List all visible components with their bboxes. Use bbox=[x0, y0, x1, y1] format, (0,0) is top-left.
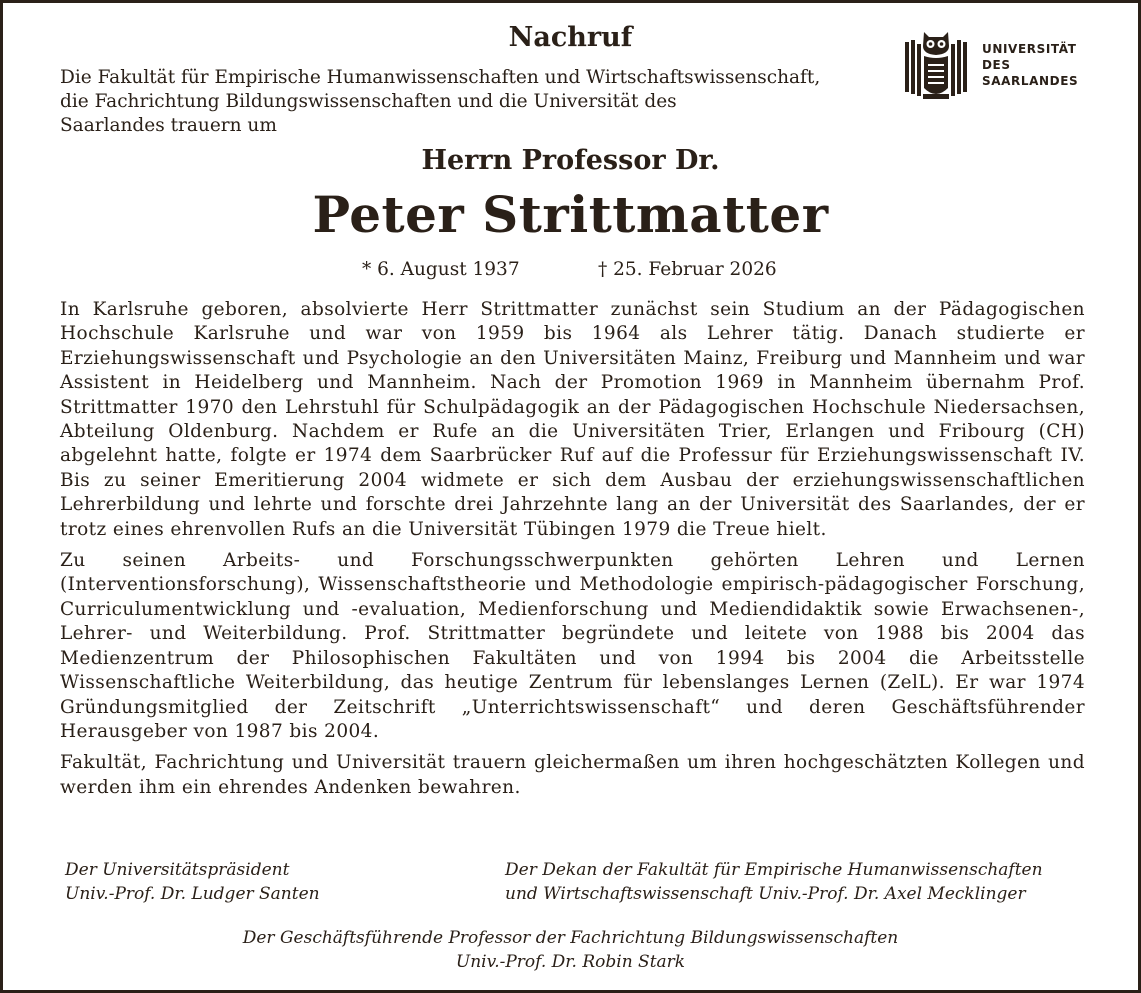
owl-crest-icon bbox=[903, 28, 969, 104]
signature-line: Der Dekan der Fakultät für Empirische Humanwissenschaften bbox=[505, 860, 1043, 880]
signature-managing-professor bbox=[0, 926, 1141, 974]
signature-line: Univ.-Prof. Dr. Robin Stark bbox=[455, 952, 686, 972]
logo-line: DES bbox=[982, 58, 1011, 72]
intro-line: Saarlandes trauern um bbox=[60, 115, 277, 136]
university-logo bbox=[903, 28, 1093, 104]
signature-line: Der Universitätspräsident bbox=[65, 860, 290, 880]
death-date: † 25. Februar 2026 bbox=[598, 259, 777, 280]
signature-line: Univ.-Prof. Dr. Ludger Santen bbox=[65, 884, 320, 904]
intro-text bbox=[60, 66, 900, 138]
intro-line: Die Fakultät für Empirische Humanwissenschaften und Wirtschaftswissenschaft, bbox=[60, 67, 821, 88]
deceased-name: Peter Strittmatter bbox=[312, 185, 829, 244]
signature-dean bbox=[505, 858, 1043, 906]
signature-line: Der Geschäftsführende Professor der Fachrichtung Bildungswissenschaften bbox=[242, 928, 899, 948]
logo-line: SAARLANDES bbox=[982, 74, 1079, 88]
page-title: Nachruf bbox=[508, 22, 633, 53]
signature-president bbox=[65, 858, 320, 906]
intro-line: die Fachrichtung Bildungswissenschaften und die Universität des bbox=[60, 91, 677, 112]
birth-date: * 6. August 1937 bbox=[362, 259, 520, 280]
signature-line: und Wirtschaftswissenschaft Univ.-Prof. Dr. Axel Mecklinger bbox=[505, 884, 1026, 904]
logo-line: UNIVERSITÄT bbox=[982, 42, 1077, 56]
obituary-body bbox=[60, 298, 1085, 807]
body-paragraph: Fakultät, Fachrichtung und Universität trauern gleichermaßen um ihren hochgeschätzten Kollegen und werden ihm ein ehrendes Andenken bewahren. bbox=[60, 752, 1085, 798]
body-paragraph: Zu seinen Arbeits- und Forschungsschwerpunkten gehörten Lehren und Lernen (Interventionsforschung), Wissenschaftstheorie und Methodologie empirisch-pädagogischer Forschung, Curriculumentwicklung und -evaluation, Medienforschung und Mediendidaktik sowie Erwachsenen-, Lehrer- und Weiterbildung. Prof. Strittmatter begründete und leitete von 1988 bis 2004 das Medienzentrum der Philosophischen Fakultäten und von 1994 bis 2004 die Arbeitsstelle Wissenschaftliche Weiterbildung, das heutige Zentrum für lebenslanges Lernen (ZelL). Er war 1974 Gründungsmitglied der Zeitschrift „Unterrichtswissenschaft“ und deren Geschäftsführender Herausgeber von 1987 bis 2004. bbox=[60, 550, 1085, 742]
honorific-title: Herrn Professor Dr. bbox=[421, 145, 720, 176]
body-paragraph: In Karlsruhe geboren, absolvierte Herr Strittmatter zunächst sein Studium an der Pädagogischen Hochschule Karlsruhe und war von 1959 bis 1964 als Lehrer tätig. Danach studierte er Erziehungswissenschaft und Psychologie an den Universitäten Mainz, Freiburg und Mannheim und war Assistent in Heidelberg und Mannheim. Nach der Promotion 1969 in Mannheim übernahm Prof. Strittmatter 1970 den Lehrstuhl für Schulpädagogik an der Pädagogischen Hochschule Niedersachsen, Abteilung Oldenburg. Nachdem er Rufe an die Universitäten Trier, Erlangen und Fribourg (CH) abgelehnt hatte, folgte er 1974 dem Saarbrücker Ruf auf die Professur für Erziehungswissenschaft IV. Bis zu seiner Emeritierung 2004 widmete er sich dem Ausbau der erziehungswissenschaftlichen Lehrerbildung und lehrte und forschte drei Jahrzehnte lang an der Universität des Saarlandes, der er trotz eines ehrenvollen Rufs an die Universität Tübingen 1979 die Treue hielt. bbox=[60, 299, 1085, 540]
logo-text bbox=[982, 41, 1078, 89]
